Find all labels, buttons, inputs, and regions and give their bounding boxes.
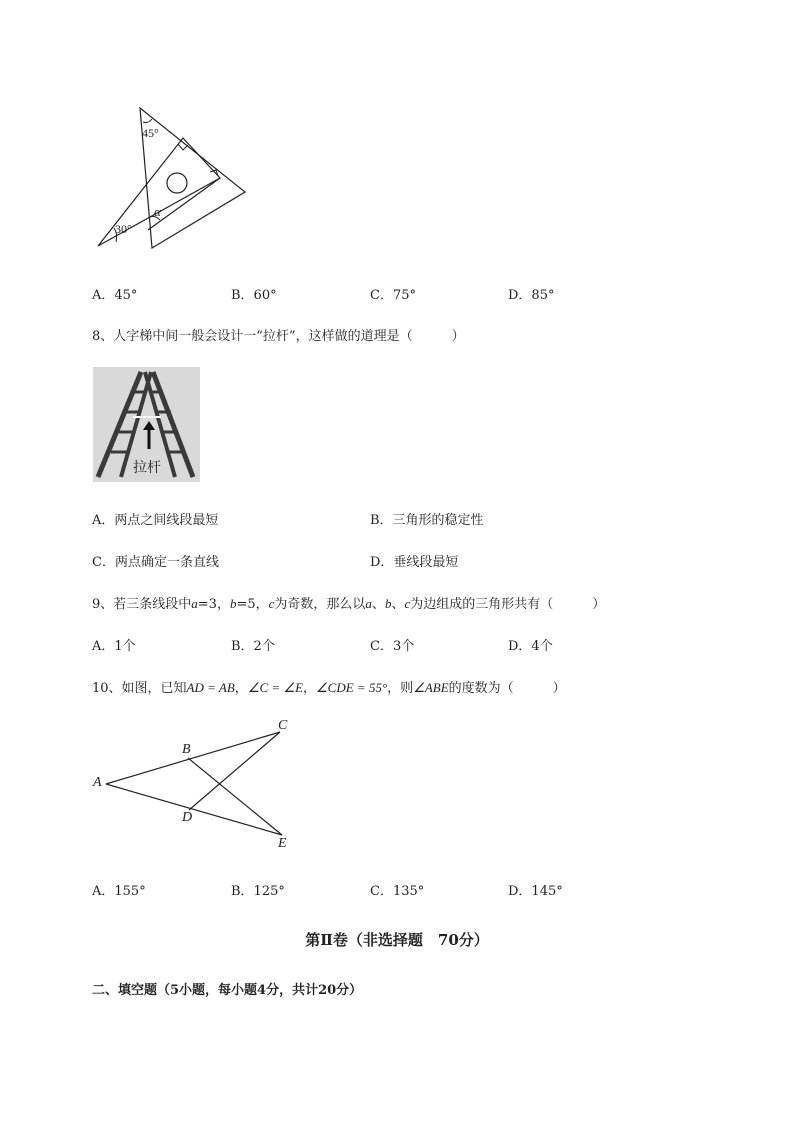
part-2-title: 第Ⅱ卷（非选择题 70分） xyxy=(305,931,489,949)
q7-angle-30-label: 30° xyxy=(115,222,132,236)
q7-option-b: B．60° xyxy=(231,288,277,303)
q10-label-d: D xyxy=(182,810,193,825)
q8-option-c: C．两点确定一条直线 xyxy=(92,555,219,570)
section-2-heading: 二、填空题（5小题，每小题4分，共计20分） xyxy=(92,983,363,998)
q9-option-c: C．3个 xyxy=(370,639,415,654)
q10-segment-be xyxy=(188,758,282,835)
q8-stem: 8、人字梯中间一般会设计一“拉杆”，这样做的道理是（ ） xyxy=(92,329,465,344)
q10-option-c: C．135° xyxy=(370,884,425,899)
q10-option-a: A．155° xyxy=(92,884,146,899)
q8-option-b: B．三角形的稳定性 xyxy=(370,513,484,528)
q10-option-b: B．125° xyxy=(231,884,285,899)
q10-segment-dc xyxy=(189,732,280,810)
q7-option-c: C．75° xyxy=(370,288,416,303)
q10-segment-ae xyxy=(106,784,282,835)
q9-option-b: B．2个 xyxy=(231,639,275,654)
q9-option-d: D．4个 xyxy=(508,639,553,654)
q7-circle-hole xyxy=(167,173,187,193)
q8-ladder-image xyxy=(93,367,200,482)
q10-label-a: A xyxy=(93,775,102,790)
q10-figure xyxy=(90,715,300,855)
q10-label-c: C xyxy=(278,718,288,733)
q7-angle-45-label: 45° xyxy=(142,126,159,140)
q8-option-a: A．两点之间线段最短 xyxy=(92,513,219,528)
q8-option-d: D．垂线段最短 xyxy=(370,555,459,570)
q10-segment-ac xyxy=(106,732,280,784)
q7-angle-alpha-label: α xyxy=(154,204,161,219)
q10-option-d: D．145° xyxy=(508,884,563,899)
q10-label-b: B xyxy=(182,742,191,757)
q8-image-caption: 拉杆 xyxy=(133,460,161,476)
q9-stem: 9、若三条线段中a=3，b=5，c为奇数，那么以a、b、c为边组成的三角形共有（ ） xyxy=(92,596,606,612)
q10-stem: 10、如图，已知AD = AB，∠C = ∠E，∠CDE = 55°，则∠ABE的度数为（ ） xyxy=(92,680,566,696)
q7-option-a: A．45° xyxy=(92,288,138,303)
q10-label-e: E xyxy=(278,836,287,851)
q7-option-d: D．85° xyxy=(508,288,555,303)
q9-option-a: A．1个 xyxy=(92,639,136,654)
